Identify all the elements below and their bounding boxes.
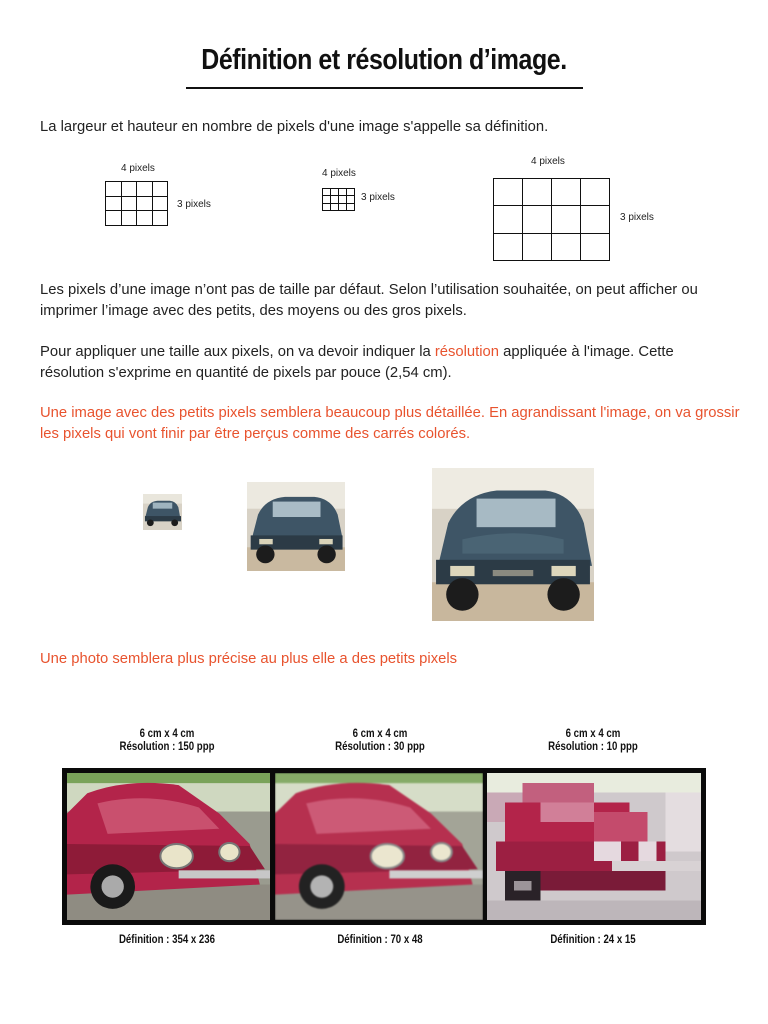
grid3-height-label: 3 pixels xyxy=(620,212,654,223)
red-car-photo-10ppp xyxy=(487,773,701,920)
grid1-width-label: 4 pixels xyxy=(121,163,155,174)
caption-definition-354: Définition : 354 x 236 xyxy=(118,934,216,946)
red-car-photo-150ppp xyxy=(67,773,270,920)
grid3-width-label: 4 pixels xyxy=(531,156,565,167)
paragraph-definition: La largeur et hauteur en nombre de pixels d'une image s'appelle sa définition. xyxy=(40,119,549,135)
pixel-grid-large xyxy=(493,178,610,261)
grid1-height-label: 3 pixels xyxy=(177,199,211,210)
title-underline xyxy=(186,87,583,89)
grid2-width-label: 4 pixels xyxy=(322,168,356,179)
red-car-photo-30ppp xyxy=(275,773,483,920)
page-title: Définition et résolution d’image. xyxy=(201,44,567,76)
paragraph-small-pixels: Une image avec des petits pixels semblera beaucoup plus détaillée. En agrandissant l'image, on va grossir les pixels qui vont finir par être perçus comme des carrés colorés. xyxy=(40,405,740,442)
caption-top-10 xyxy=(526,728,660,754)
caption-resolution: Résolution : 30 ppp xyxy=(335,741,425,753)
car-photo-large xyxy=(432,468,594,621)
caption-top-30 xyxy=(313,728,447,754)
caption-size: 6 cm x 4 cm xyxy=(352,728,408,740)
resolution-highlight: résolution xyxy=(434,344,499,360)
caption-size: 6 cm x 4 cm xyxy=(565,728,621,740)
paragraph-resolution-part1: Pour appliquer une taille aux pixels, on va devoir indiquer la xyxy=(40,344,435,360)
pixel-grid-small xyxy=(322,188,355,211)
car-photo-small xyxy=(143,494,182,530)
paragraph-photo-precision: Une photo semblera plus précise au plus elle a des petits pixels xyxy=(40,651,458,667)
caption-resolution: Résolution : 150 ppp xyxy=(119,741,215,753)
caption-definition-24: Définition : 24 x 15 xyxy=(550,934,636,946)
car-photo-medium xyxy=(247,482,345,571)
caption-definition-70: Définition : 70 x 48 xyxy=(337,934,423,946)
caption-size: 6 cm x 4 cm xyxy=(139,728,195,740)
paragraph-resolution-part2: appliquée à l'image. Cette résolution s'exprime en quantité de pixels par pouce (2,54 cm). xyxy=(40,344,674,381)
caption-top-150 xyxy=(100,728,234,754)
caption-resolution: Résolution : 10 ppp xyxy=(548,741,638,753)
paragraph-resolution xyxy=(40,342,740,383)
pixel-grid-medium xyxy=(105,181,168,226)
paragraph-pixel-size: Les pixels d’une image n’ont pas de taille par défaut. Selon l’utilisation souhaitée, on peut afficher ou imprimer l’image avec des petits, des moyens ou des gros pixels. xyxy=(40,282,698,319)
grid2-height-label: 3 pixels xyxy=(361,192,395,203)
